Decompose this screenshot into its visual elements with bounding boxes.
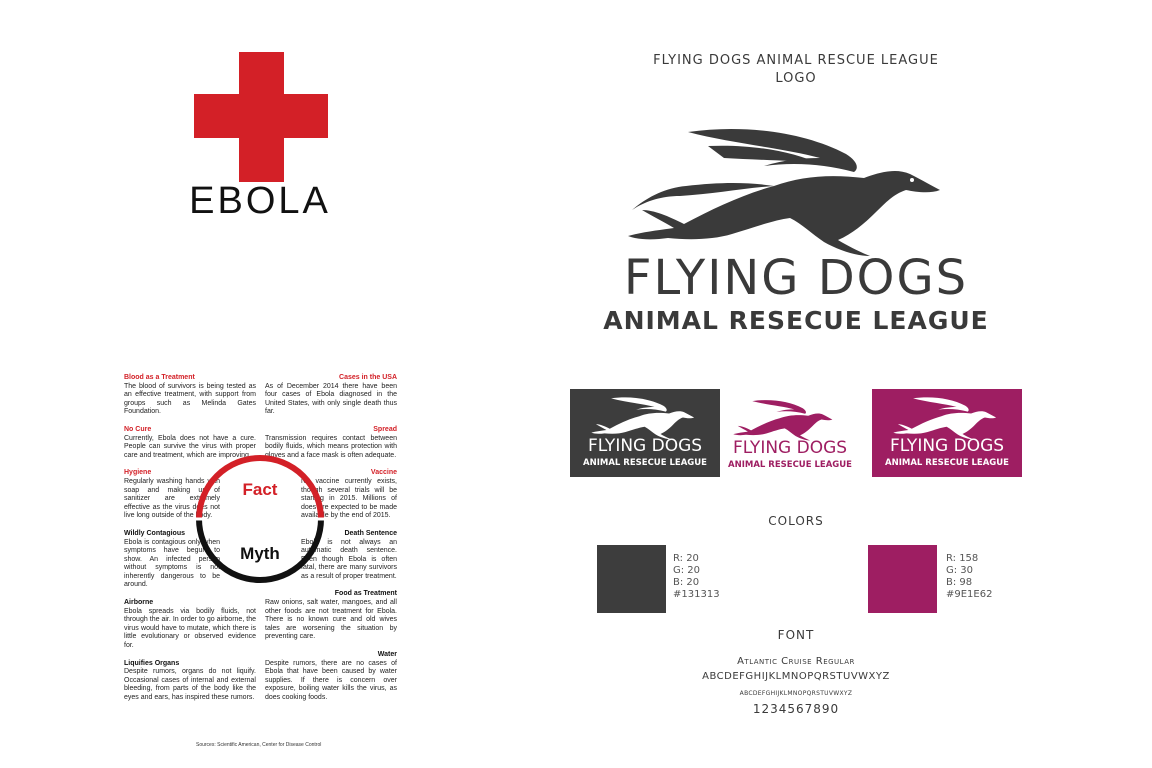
swatch-magenta-values	[946, 553, 992, 601]
item-heading: Blood as a Treatment	[124, 374, 195, 381]
red-cross-horizontal	[194, 94, 328, 138]
fact-item	[265, 374, 397, 417]
flying-dog-icon	[590, 395, 702, 441]
item-heading: Water	[377, 651, 397, 659]
item-text: Regularly washing hands with soap and making us of sanitizer are extremely effective as the virus does not live long outside of the body.	[124, 477, 220, 520]
item-heading: Food as Treatment	[334, 590, 397, 598]
logo-card-magenta	[872, 389, 1022, 477]
myth-item	[265, 651, 397, 703]
swatch-hex: #9E1E62	[946, 589, 993, 600]
logo-line1: FLYING DOGS	[623, 250, 969, 306]
fact-label: Fact	[242, 480, 278, 499]
item-heading: Cases in the USA	[339, 374, 397, 381]
item-heading: Vaccine	[370, 469, 397, 477]
card-subtitle: ANIMAL RESECUE LEAGUE	[885, 458, 1009, 468]
myth-item	[124, 599, 256, 651]
swatch-hex: #131313	[673, 589, 720, 600]
card-title: FLYING DOGS	[732, 438, 848, 458]
swatch-g: G: 30	[946, 565, 974, 576]
brand-heading-line2: LOGO	[775, 71, 817, 86]
item-text: As of December 2014 there have been four cases of Ebola diagnosed in the United States, with only single death thus far.	[265, 382, 397, 416]
dog-body	[628, 171, 940, 256]
item-heading: Death Sentence	[344, 529, 397, 537]
item-text: Despite rumors, there are no cases of Ebola that have been caused by water supplies. If there is concern over exposure, boiling water kills the virus, as does cooking foods.	[265, 659, 397, 701]
item-text: Ebola is contagious only when symptoms have begun to show. An infected person without symptoms is not inherently dangerous to be around.	[124, 538, 220, 589]
item-heading: Hygiene	[124, 469, 152, 477]
dog-eye	[910, 178, 914, 182]
swatch-g: G: 20	[673, 565, 701, 576]
item-text: No vaccine currently exists, though several trials will be starting in 2015. Millions of does are expected to be made available by the end of 2015.	[301, 477, 397, 520]
swatch-b: B: 20	[673, 577, 700, 588]
logo-line2: ANIMAL RESECUE LEAGUE	[603, 306, 989, 335]
item-heading: Wildly Contagious	[124, 529, 185, 537]
fact-item	[124, 374, 256, 417]
item-heading: Airborne	[124, 599, 154, 607]
brand-heading	[646, 52, 946, 88]
item-text: Raw onions, salt water, mangoes, and all other foods are not treatment for Ebola. There is no known cure and old wives tales are worsening the situation by preventing care.	[265, 599, 397, 641]
sources-note: Sources: Scientific American, Center for Disease Control	[196, 742, 322, 748]
font-sample-digits: 1234567890	[752, 702, 840, 716]
swatch-dark	[597, 545, 666, 613]
item-text: The blood of survivors is being tested as an effective treatment, with support from groups such as Melinda Gates Foundation.	[124, 382, 256, 416]
brand-heading-line1: FLYING DOGS ANIMAL RESCUE LEAGUE	[653, 53, 939, 68]
item-heading: Spread	[373, 425, 397, 433]
ebola-title: EBOLA	[189, 180, 331, 222]
flying-dog-icon	[892, 395, 1004, 441]
logo-card-white	[722, 394, 858, 474]
card-subtitle: ANIMAL RESECUE LEAGUE	[728, 460, 852, 470]
font-heading: FONT	[777, 628, 815, 642]
myth-item	[265, 590, 397, 642]
swatch-magenta	[868, 545, 937, 613]
colors-heading: COLORS	[768, 514, 824, 528]
font-sample-upper: ABCDEFGHIJKLMNOPQRSTUVWXYZ	[702, 671, 890, 682]
item-text: Transmission requires contact between bodily fluids, which means protection with gloves and a face mask is often adequate.	[265, 434, 397, 459]
swatch-r: R: 20	[673, 553, 699, 564]
item-text: Currently, Ebola does not have a cure. People can survive the virus with proper care and treatment, which are improving.	[124, 434, 256, 459]
item-heading: No Cure	[124, 425, 152, 433]
logo-card-dark	[570, 389, 720, 477]
item-text: Despite rumors, organs do not liquify. Occasional cases of internal and external bleeding, from parts of the body like the eyes and ears, has inspired these rumors.	[124, 668, 256, 701]
item-heading: Liquifies Organs	[124, 659, 180, 667]
swatch-b: B: 98	[946, 577, 973, 588]
swatch-dark-values	[673, 553, 720, 601]
fact-myth-circle	[194, 453, 326, 585]
card-subtitle: ANIMAL RESECUE LEAGUE	[583, 458, 707, 468]
item-text: Ebola spreads via bodily fluids, not through the air. In order to go airborne, the virus would have to mutate, which there is little evolutionary or observed evidence for.	[124, 607, 256, 650]
flying-dog-logo-mark	[624, 124, 964, 259]
card-title: FLYING DOGS	[889, 436, 1005, 456]
font-sample-lower: abcdefghijklmnopqrstuvwxyz	[739, 688, 853, 697]
card-title: FLYING DOGS	[587, 436, 703, 456]
myth-item	[124, 660, 256, 703]
font-name: Atlantic Cruise Regular	[737, 656, 855, 667]
swatch-r: R: 158	[946, 553, 979, 564]
myth-label: Myth	[240, 544, 280, 563]
item-text: Ebola is not always an automatic death sentence. Even though Ebola is often fatal, there are many survivors as a result of proper treatment.	[301, 538, 397, 580]
flying-dog-icon	[732, 398, 840, 442]
